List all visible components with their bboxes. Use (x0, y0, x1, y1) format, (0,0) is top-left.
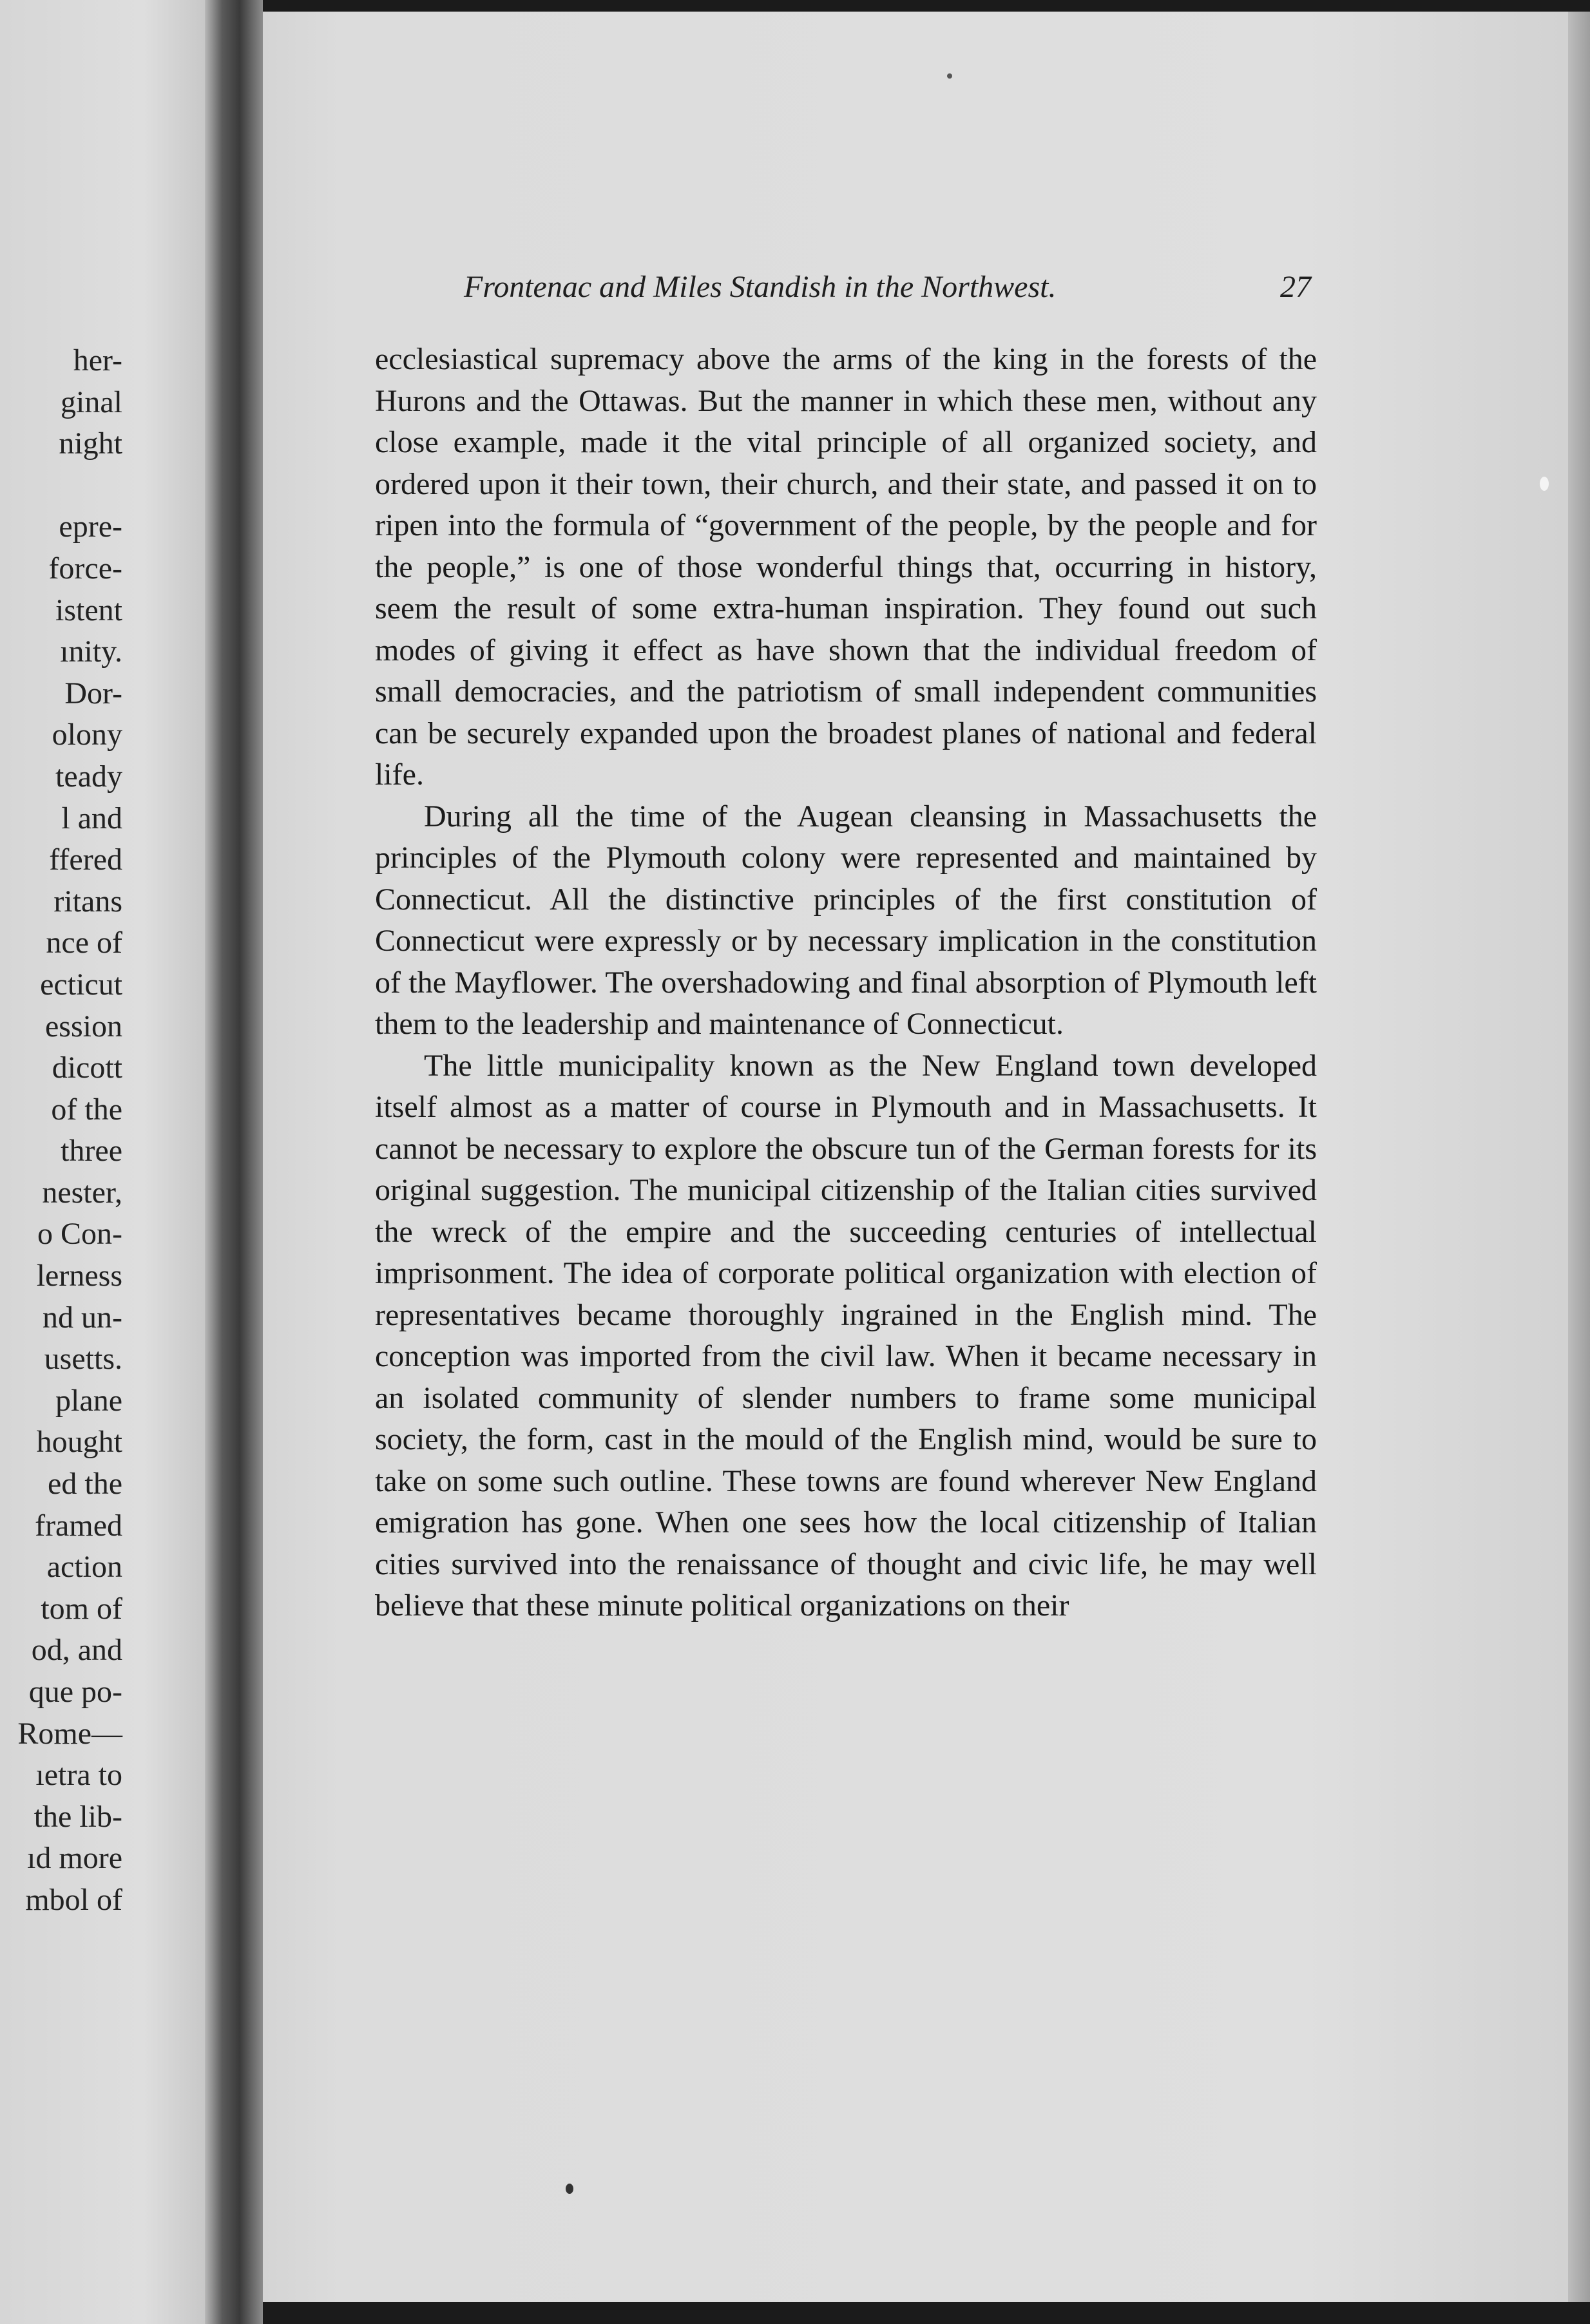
left-fragment-line: mbol of (25, 1882, 122, 1917)
left-page (0, 0, 205, 2324)
paragraph-1: ecclesiastical supremacy above the arms of the king in the forests of the Hurons and the Ottawas. But the manner in which these men, without any close example, made it the vital principle of all organized society, and ordered upon it their town, their church, and their state, and passed it on to ripen into the formula of “government of the people, by the people and for the people,” is one of those wonderful things that, occurring in history, seem the result of some extra-human inspiration. They found out such modes of giving it effect as have shown that the individual freedom of small democracies, and the patriotism of small independent communities can be securely expanded upon the broadest planes of national and federal life. (375, 342, 1317, 792)
left-fragment-line: dicott (52, 1051, 122, 1085)
left-fragment-line: ed the (48, 1467, 122, 1501)
left-fragment-line: ffered (49, 843, 122, 877)
left-fragment-line: ıd more (27, 1841, 122, 1876)
paper-speck (566, 2184, 573, 2194)
running-head-title: Frontenac and Miles Standish in the Northwest. (464, 270, 1057, 304)
left-fragment-line: ession (45, 1009, 122, 1043)
left-fragment-line: three (61, 1134, 122, 1168)
left-fragment-line: ginal (61, 385, 122, 419)
left-fragment-line: force- (48, 551, 122, 586)
left-fragment-line: Rome— (17, 1716, 122, 1751)
left-fragment-line: hought (36, 1425, 122, 1460)
left-fragment-line: lerness (36, 1259, 122, 1293)
left-fragment-line: ınity. (60, 634, 122, 669)
paragraph-2: During all the time of the Augean cleansing in Massachusetts the principles of the Plymouth colony were represented and maintained by Connecticut. All the distinctive principles of the first constitution of Connecticut were expressly or by necessary implication in the constitution of the Mayflower. The overshadowing and final absorption of Plymouth left them to the leadership and maintenance of Connecticut. (375, 799, 1317, 1041)
left-fragment-line (17, 465, 122, 507)
book-gutter (205, 0, 263, 2324)
left-fragment-line: teady (55, 759, 122, 794)
paragraph-3: The little municipality known as the New England town developed itself almost as a matter of course in Plymouth and in Massachusetts. It cannot be necessary to explore the obscure tun of the German forests for its original suggestion. The municipal citizenship of the Italian cities survived the wreck of the empire and the succeeding centuries of intellectual imprisonment. The idea of corporate political organization with election of representatives became thoroughly ingrained in the English mind. The conception was imported from the civil law. When it became necessary in an isolated community of slender numbers to frame some municipal society, the form, cast in the mould of the English mind, would be sure to take on some such outline. These towns are found wherever New England emigration has gone. When one sees how the local citizenship of Italian cities survived into the renaissance of thought and civic life, he may well believe that these minute political organizations on their (375, 1048, 1317, 1623)
left-fragment-line: ritans (53, 884, 122, 919)
paper-speck (947, 73, 952, 79)
left-fragment-line: l and (61, 801, 122, 835)
left-fragment-line: of the (51, 1092, 122, 1127)
page-edge (1568, 12, 1590, 2302)
left-fragment-line: usetts. (44, 1342, 122, 1376)
left-fragment-line: istent (55, 593, 122, 627)
left-fragment-line: o Con- (37, 1217, 122, 1252)
left-fragment-line: nd un- (43, 1300, 122, 1335)
left-fragment-line: ecticut (40, 967, 122, 1002)
left-fragment-line: action (46, 1550, 122, 1585)
left-fragment-line: the lib- (34, 1799, 122, 1834)
left-fragment-line: ıetra to (35, 1758, 122, 1793)
left-fragment-line: od, and (31, 1633, 122, 1668)
body-text (375, 339, 1317, 1627)
left-fragment-line: olony (52, 718, 122, 752)
left-fragment-line: night (59, 426, 122, 461)
left-fragment-line: her- (73, 343, 122, 377)
left-fragment-line: plane (55, 1383, 122, 1418)
left-fragment-line: tom of (41, 1591, 122, 1626)
left-page-text-fragments (17, 340, 122, 1921)
paper-speck (1540, 477, 1549, 491)
page-number: 27 (1280, 270, 1311, 304)
left-fragment-line: Dor- (64, 676, 122, 710)
left-fragment-line: nester, (42, 1175, 122, 1210)
left-fragment-line: framed (35, 1508, 122, 1543)
left-fragment-line: epre- (59, 510, 122, 544)
left-fragment-line: que po- (28, 1675, 122, 1709)
left-fragment-line: nce of (46, 926, 122, 960)
